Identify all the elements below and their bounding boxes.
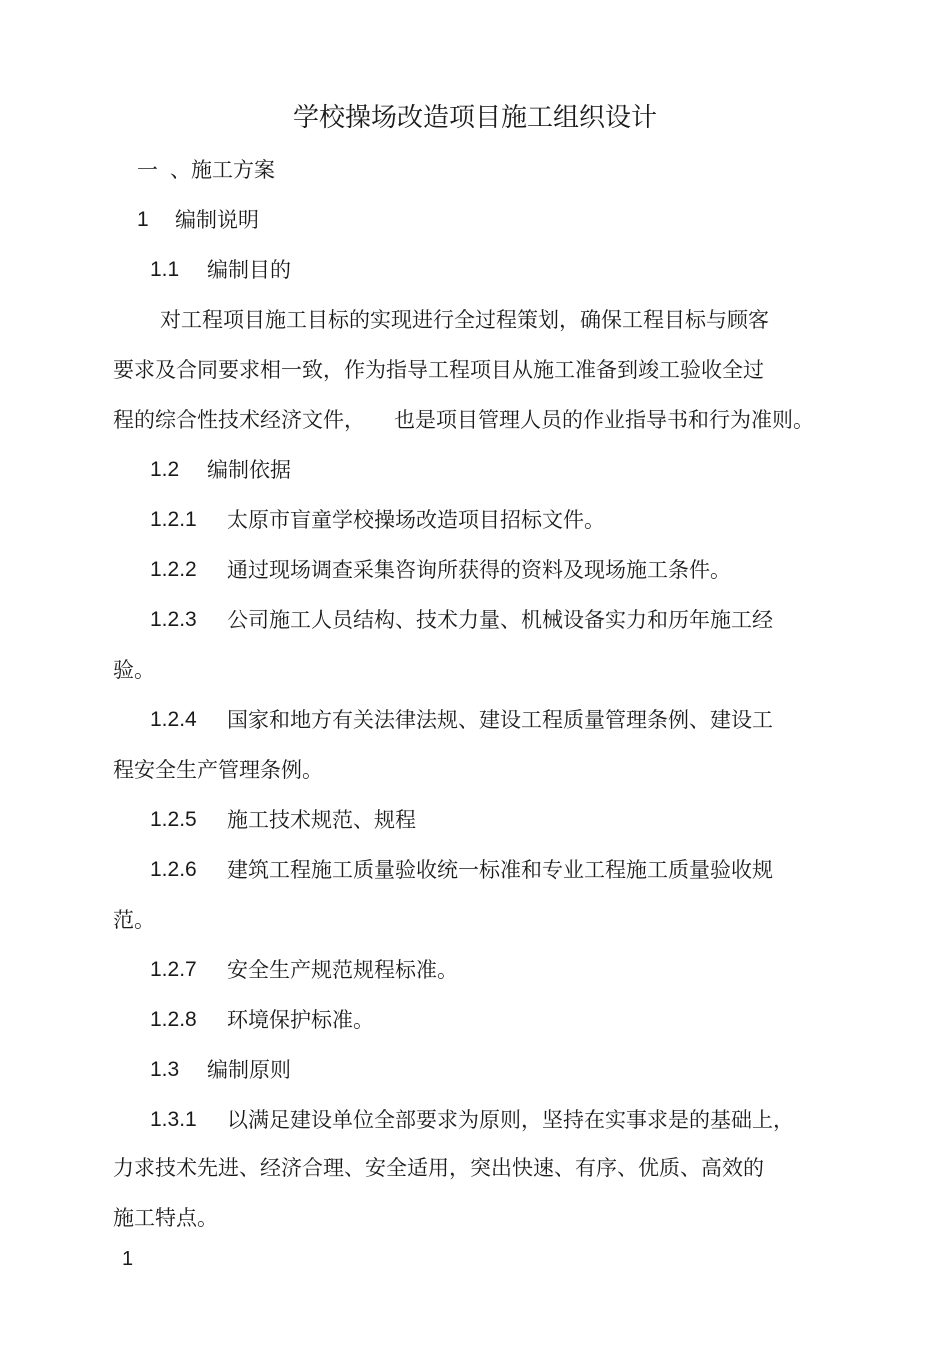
item-text: 太原市盲童学校操场改造项目招标文件。 — [227, 508, 605, 532]
subsection-title: 编制原则 — [207, 1058, 291, 1082]
item-number: 1.2.8 — [150, 1008, 197, 1031]
item-text: 安全生产规范规程标准。 — [227, 958, 458, 982]
item-text-continuation: 力求技术先进、经济合理、安全适用，突出快速、有序、优质、高效的 — [113, 1156, 764, 1180]
page-number: 1 — [122, 1248, 134, 1270]
subsection-number: 1.1 — [150, 258, 180, 281]
subsection-number: 1.3 — [150, 1058, 180, 1081]
item-text-continuation: 程安全生产管理条例。 — [113, 758, 323, 782]
subsection-title: 编制目的 — [207, 258, 291, 282]
item-number: 1.3.1 — [150, 1108, 197, 1131]
item-text: 通过现场调查采集咨询所获得的资料及现场施工条件。 — [227, 558, 731, 582]
item-number: 1.2.3 — [150, 608, 197, 631]
item-text: 施工技术规范、规程 — [227, 808, 416, 832]
chapter-title: 、施工方案 — [170, 158, 275, 182]
subsection-number: 1.2 — [150, 458, 180, 481]
item-text-continuation: 施工特点。 — [113, 1206, 218, 1230]
item-text: 国家和地方有关法律法规、建设工程质量管理条例、建设工 — [227, 708, 773, 732]
section-number: 1 — [137, 208, 149, 231]
item-text: 建筑工程施工质量验收统一标准和专业工程施工质量验收规 — [227, 858, 773, 882]
subsection-title: 编制依据 — [207, 458, 291, 482]
item-text: 公司施工人员结构、技术力量、机械设备实力和历年施工经 — [227, 608, 773, 632]
item-number: 1.2.5 — [150, 808, 197, 831]
document-title: 学校操场改造项目施工组织设计 — [292, 103, 657, 133]
item-number: 1.2.2 — [150, 558, 197, 581]
paragraph-line: 对工程项目施工目标的实现进行全过程策划，确保工程目标与顾客 — [160, 308, 769, 332]
chapter-number: 一 — [137, 158, 158, 182]
section-title: 编制说明 — [175, 208, 259, 232]
item-number: 1.2.7 — [150, 958, 197, 981]
paragraph-line: 要求及合同要求相一致，作为指导工程项目从施工准备到竣工验收全过 — [113, 358, 764, 382]
item-text: 环境保护标准。 — [227, 1008, 374, 1032]
item-text-continuation: 范。 — [113, 908, 155, 932]
item-number: 1.2.1 — [150, 508, 197, 531]
paragraph-line: 也是项目管理人员的作业指导书和行为准则。 — [394, 408, 814, 432]
item-number: 1.2.4 — [150, 708, 197, 731]
item-number: 1.2.6 — [150, 858, 197, 881]
paragraph-line: 程的综合性技术经济文件， — [113, 408, 365, 432]
item-text-continuation: 验。 — [113, 658, 155, 682]
item-text: 以满足建设单位全部要求为原则，坚持在实事求是的基础上， — [227, 1108, 794, 1132]
